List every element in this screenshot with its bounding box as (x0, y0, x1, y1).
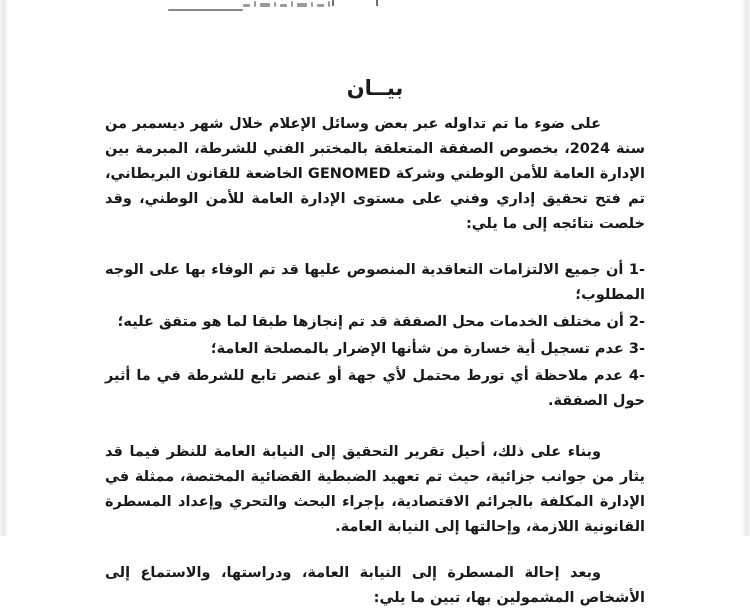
list-item-number: 1- (628, 262, 645, 278)
spacer (105, 426, 645, 440)
document-content (105, 112, 645, 611)
outcome-paragraph: وبعد إحالة المسطرة إلى النيابة العامة، ودراستها، والاستماع إلى الأشخاص المشمولين بها، تبين ما يلي: (105, 565, 645, 606)
list-item (105, 258, 645, 308)
list-item-text: أن جميع الالتزامات التعاقدية المنصوص عليها قد تم الوفاء بها على الوجه المطلوب؛ (105, 262, 645, 303)
list-item-number: 3- (628, 341, 645, 357)
spacer (105, 552, 645, 561)
intro-paragraph: على ضوء ما تم تداوله عبر بعض وسائل الإعلام خلال شهر ديسمبر من سنة 2024، بخصوص الصفقة المتعلقة بالمختبر الفني للشرطة، المبرمة بين الإدارة العامة للأمن الوطني وشركة GENOMED الخاضعة للقانون البريطاني، تم فتح تحقيق إداري وفني على مستوى الإدارة العامة للأمن الوطني، وقد خلصت نتائجه إلى ما يلي: (105, 116, 645, 232)
list-item-text: عدم تسجيل أية خسارة من شأنها الإضرار بالمصلحة العامة؛ (210, 341, 624, 357)
list-item (105, 364, 645, 414)
list-item (105, 337, 645, 362)
spacer (105, 249, 645, 258)
referral-paragraph: وبناء على ذلك، أحيل تقرير التحقيق إلى النيابة العامة للنظر فيما قد يثار من جوانب جزائية، حيث تم تعهيد الضبطية القضائية المختصة، ممثلة في الإدارة المكلفة بالجرائم الاقتصادية، بإجراء البحث والتحري وإعداد المسطرة القانونية اللازمة، وإحالتها إلى النيابة العامة. (105, 444, 645, 535)
list-item (105, 310, 645, 335)
page-title: بيــان (346, 76, 404, 100)
list-item-number: 2- (628, 314, 645, 330)
findings-list (105, 258, 645, 414)
list-item-text: أن مختلف الخدمات محل الصفقة قد تم إنجازها طبقا لما هو متفق عليه؛ (117, 314, 624, 330)
list-item-number: 4- (628, 368, 645, 384)
list-item-text: عدم ملاحظة أي تورط محتمل لأي جهة أو عنصر تابع للشرطة في ما أثير حول الصفقة. (105, 368, 645, 409)
